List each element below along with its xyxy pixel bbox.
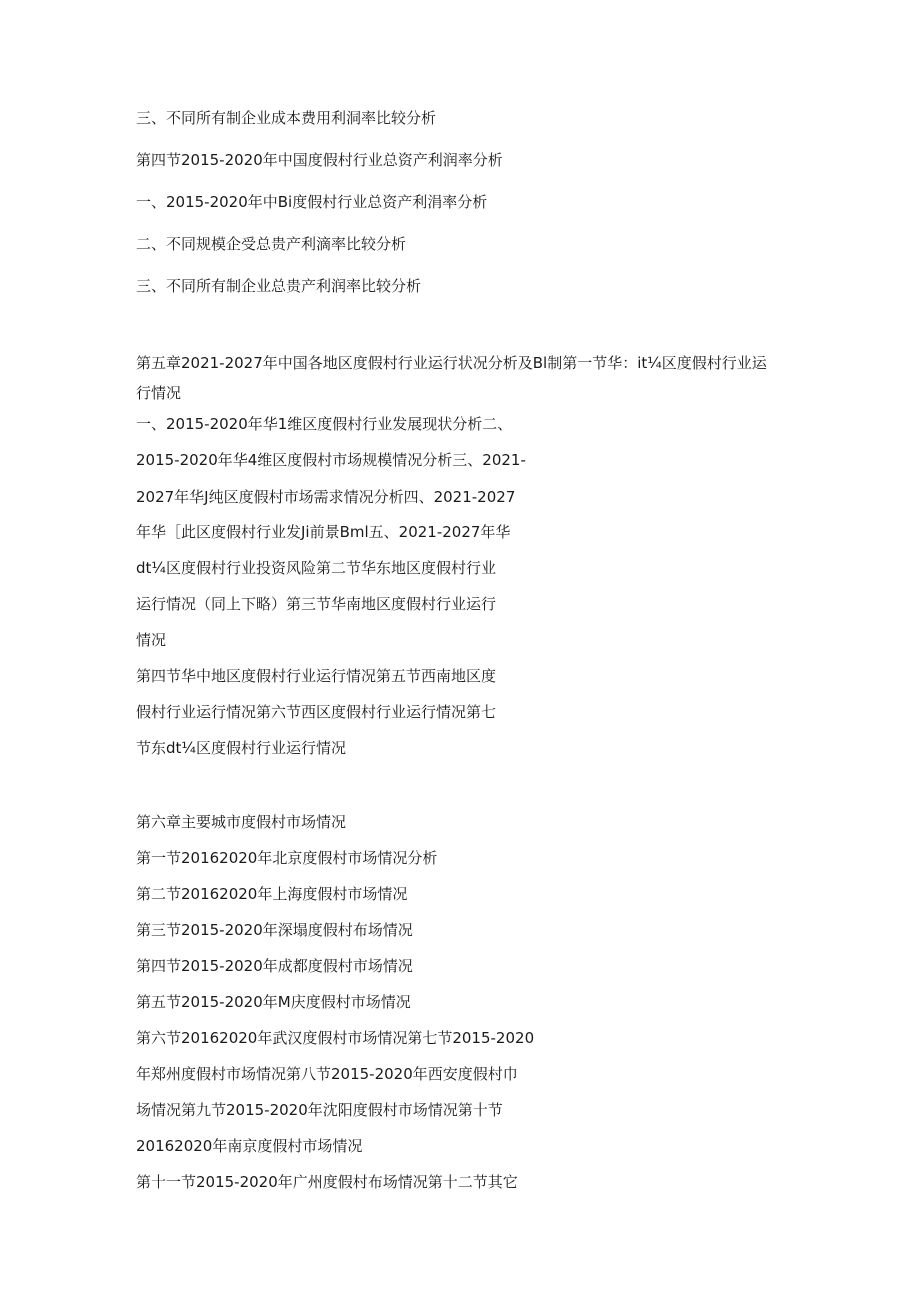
text-line: 第二节20162020年上海度假村市场情况 <box>136 885 408 903</box>
text-line: 2027年华J纯区度假村市场需求情况分析四、2021-2027 <box>136 488 516 506</box>
text-line: 年郑州度假村市场情况第八节2015-2020年西安度假村巾 <box>136 1065 518 1083</box>
chapter-heading: 第六章主要城市度假村市场情况 <box>136 813 347 831</box>
chapter-heading: 第五章2021-2027年中国各地区度假村行业运行状况分析及Bl制第一节华：it¼区度假村行业运行情况 <box>136 354 767 402</box>
text-line: 一、2015-2020年中Bi度假村行业总资产利涓率分析 <box>136 193 488 211</box>
text-line: 第四节2015-2020年中国度假村行业总资产利润率分析 <box>136 151 503 169</box>
text-line: 运行情况（同上下略）第三节华南地区度假村行业运行 <box>136 595 497 613</box>
text-line: 三、不同所有制企业总贵产利润率比较分析 <box>136 277 422 295</box>
text-line: 第五节2015-2020年M庆度假村市场情况 <box>136 993 411 1011</box>
text-line: 年华［此区度假村行业发Ji前景Bml五、2021-2027年华 <box>136 523 511 541</box>
text-line: 第十一节2015-2020年广州度假村布场情况第十二节其它 <box>136 1173 518 1191</box>
text-line: 二、不同规模企受总贵产利滴率比较分析 <box>136 235 407 253</box>
text-line: 第三节2015-2020年深塌度假村布场情况 <box>136 921 413 939</box>
text-line: 第六节20162020年武汉度假村市场情况第七节2015-2020 <box>136 1029 535 1047</box>
text-line: 第四节2015-2020年成都度假村市场情况 <box>136 957 413 975</box>
text-line: 第一节20162020年北京度假村市场情况分析 <box>136 849 438 867</box>
text-line: 第四节华中地区度假村行业运行情况第五节西南地区度 <box>136 667 497 685</box>
text-line: 2015-2020年华4维区度假村市场规模情况分析三、2021- <box>136 451 526 469</box>
text-line: 一、2015-2020年华1维区度假村行业发展现状分析二、 <box>136 415 513 433</box>
text-line: 节东dt¼区度假村行业运行情况 <box>136 739 346 757</box>
text-line: 20162020年南京度假村市场情况 <box>136 1137 363 1155</box>
text-line: 三、不同所有制企业成本费用利洞率比较分析 <box>136 109 437 127</box>
text-line: 情况 <box>136 631 167 649</box>
text-line: 假村行业运行情况第六节西区度假村行业运行情况第七 <box>136 703 497 721</box>
text-line: 场情况第九节2015-2020年沈阳度假村市场情况第十节 <box>136 1101 503 1119</box>
text-line: dt¼区度假村行业投资风险第二节华东地区度假村行业 <box>136 559 496 577</box>
